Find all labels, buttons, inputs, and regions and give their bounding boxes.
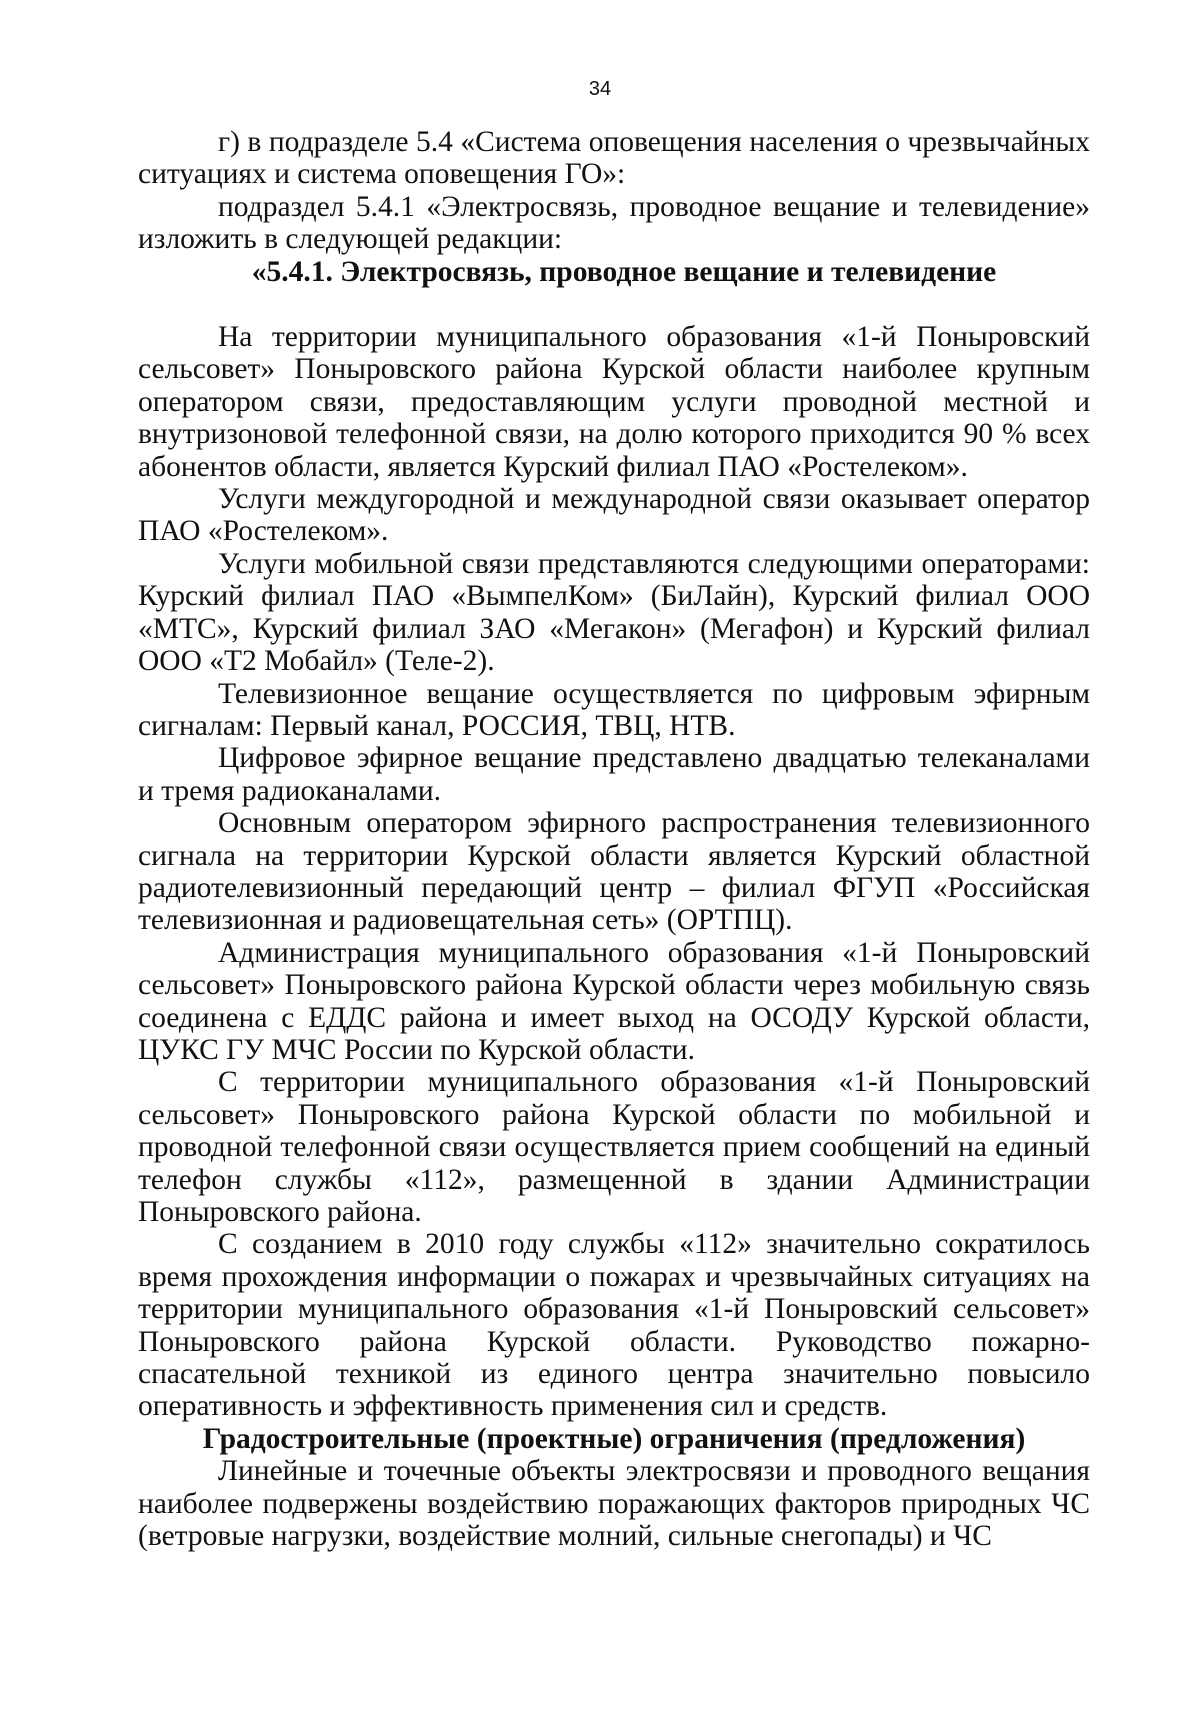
section-heading: «5.4.1. Электросвязь, проводное вещание и телевидение [251, 255, 997, 288]
paragraph: Телевизионное вещание осуществляется по цифровым эфирным сигналам: Первый канал, РОССИЯ, ТВЦ, НТВ. [138, 677, 1090, 742]
paragraph: На территории муниципального образования «1-й Поныровский сельсовет» Поныровского района Курской области наиболее крупным оператором связи, предоставляющим услуги проводной местной и внутризоновой телефонной связи, на долю которого приходится 90 % всех абонентов области, является Курский филиал ПАО «Ростелеком». [138, 321, 1090, 483]
paragraph: г) в подразделе 5.4 «Система оповещения населения о чрезвычайных ситуациях и система оповещения ГО»: [138, 126, 1090, 191]
subsection-heading: Градостроительные (проектные) ограничения (предложения) [202, 1422, 1026, 1455]
paragraph: Услуги междугородной и международной связи оказывает оператор ПАО «Ростелеком». [138, 483, 1090, 548]
paragraph: Услуги мобильной связи представляются следующими операторами: Курский филиал ПАО «ВымпелКом» (БиЛайн), Курский филиал ООО «МТС», Курский филиал ЗАО «Мегакон» (Мегафон) и Курский филиал ООО «Т2 Мобайл» (Теле-2). [138, 547, 1090, 678]
paragraph: Цифровое эфирное вещание представлено двадцатью телеканалами и тремя радиоканалами. [138, 742, 1090, 807]
paragraph: Основным оператором эфирного распространения телевизионного сигнала на территории Курской области является Курский областной радиотелевизионный передающий центр – филиал ФГУП «Российская телевизионная и радиовещательная сеть» (ОРТПЦ). [138, 807, 1090, 937]
paragraph: подраздел 5.4.1 «Электросвязь, проводное вещание и телевидение» изложить в следующей редакции: [138, 190, 1090, 256]
paragraph: С территории муниципального образования «1-й Поныровский сельсовет» Поныровского района Курской области по мобильной и проводной телефонной связи осуществляется прием сообщений на единый телефон службы «112», размещенной в здании Администрации Поныровского района. [138, 1066, 1090, 1228]
page-number: 34 [588, 78, 612, 100]
paragraph: Линейные и точечные объекты электросвязи и проводного вещания наиболее подвержены воздействию поражающих факторов природных ЧС (ветровые нагрузки, воздействие молний, сильные снегопады) и ЧС [138, 1455, 1090, 1553]
paragraph: Администрация муниципального образования «1-й Поныровский сельсовет» Поныровского района Курской области через мобильную связь соединена с ЕДДС района и имеет выход на ОСОДУ Курской области, ЦУКС ГУ МЧС России по Курской области. [138, 936, 1090, 1066]
spacer [138, 288, 1090, 321]
paragraph: С созданием в 2010 году службы «112» значительно сократилось время прохождения информации о пожарах и чрезвычайных ситуациях на территории муниципального образования «1-й Поныровский сельсовет» Поныровского района Курской области. Руководство пожарно-спасательной техникой из единого центра значительно повысило оперативность и эффективность применения сил и средств. [138, 1228, 1090, 1423]
document-body [138, 126, 1090, 1552]
